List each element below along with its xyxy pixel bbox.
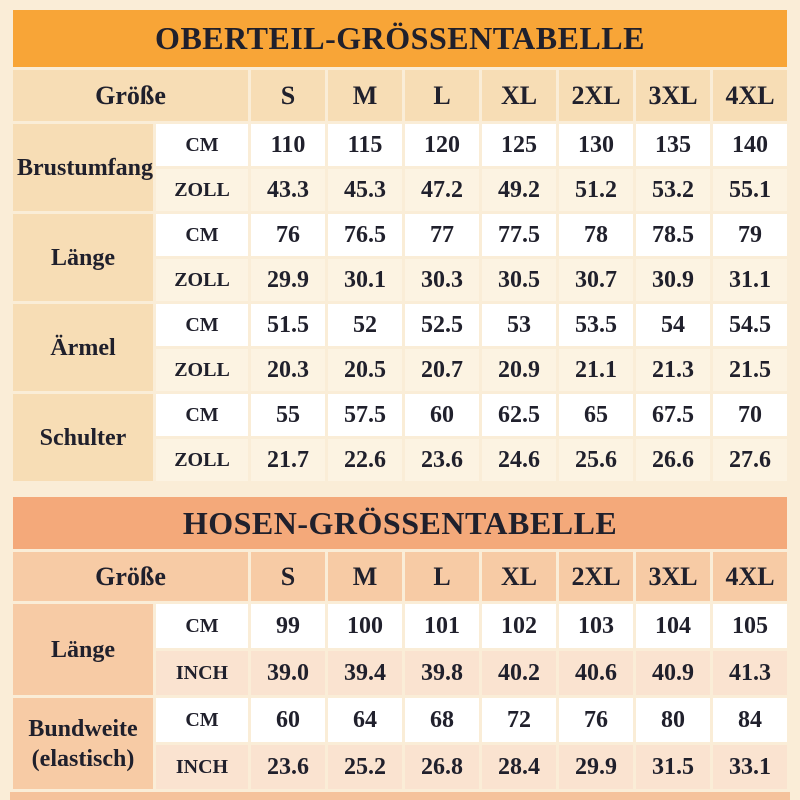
value-cell: 57.5 xyxy=(328,394,402,436)
value-cell: 40.6 xyxy=(559,651,633,695)
unit-cell: ZOLL xyxy=(156,169,248,211)
oberteil-row-label-brustumfang: Brustumfang xyxy=(13,124,153,211)
oberteil-row-label-schulter: Schulter xyxy=(13,394,153,481)
value-cell: 140 xyxy=(713,124,787,166)
oberteil-brustumfang-cm-row xyxy=(13,124,787,166)
value-cell: 54.5 xyxy=(713,304,787,346)
value-cell: 67.5 xyxy=(636,394,710,436)
value-cell: 70 xyxy=(713,394,787,436)
value-cell: 20.7 xyxy=(405,349,479,391)
value-cell: 52 xyxy=(328,304,402,346)
value-cell: 33.1 xyxy=(713,745,787,789)
value-cell: 21.3 xyxy=(636,349,710,391)
value-cell: 26.6 xyxy=(636,439,710,481)
value-cell: 40.2 xyxy=(482,651,556,695)
value-cell: 51.2 xyxy=(559,169,633,211)
value-cell: 30.3 xyxy=(405,259,479,301)
value-cell: 40.9 xyxy=(636,651,710,695)
value-cell: 20.9 xyxy=(482,349,556,391)
value-cell: 64 xyxy=(328,698,402,742)
unit-cell: ZOLL xyxy=(156,349,248,391)
unit-cell: INCH xyxy=(156,651,248,695)
value-cell: 30.9 xyxy=(636,259,710,301)
value-cell: 84 xyxy=(713,698,787,742)
hosen-size-header-xl: XL xyxy=(482,552,556,601)
value-cell: 62.5 xyxy=(482,394,556,436)
value-cell: 21.7 xyxy=(251,439,325,481)
value-cell: 55 xyxy=(251,394,325,436)
value-cell: 99 xyxy=(251,604,325,648)
value-cell: 29.9 xyxy=(559,745,633,789)
value-cell: 76 xyxy=(251,214,325,256)
oberteil-laenge-cm-row xyxy=(13,214,787,256)
oberteil-header-row xyxy=(13,70,787,121)
value-cell: 72 xyxy=(482,698,556,742)
value-cell: 47.2 xyxy=(405,169,479,211)
oberteil-size-header-2xl: 2XL xyxy=(559,70,633,121)
value-cell: 65 xyxy=(559,394,633,436)
value-cell: 30.5 xyxy=(482,259,556,301)
value-cell: 77.5 xyxy=(482,214,556,256)
value-cell: 103 xyxy=(559,604,633,648)
oberteil-row-label-laenge: Länge xyxy=(13,214,153,301)
unit-cell: CM xyxy=(156,604,248,648)
value-cell: 24.6 xyxy=(482,439,556,481)
cut-off-next-section-strip xyxy=(10,792,790,800)
unit-cell: CM xyxy=(156,124,248,166)
value-cell: 39.8 xyxy=(405,651,479,695)
unit-cell: CM xyxy=(156,698,248,742)
oberteil-aermel-cm-row xyxy=(13,304,787,346)
value-cell: 115 xyxy=(328,124,402,166)
unit-cell: ZOLL xyxy=(156,259,248,301)
value-cell: 102 xyxy=(482,604,556,648)
value-cell: 51.5 xyxy=(251,304,325,346)
oberteil-size-header-3xl: 3XL xyxy=(636,70,710,121)
value-cell: 53.5 xyxy=(559,304,633,346)
hosen-size-header-m: M xyxy=(328,552,402,601)
value-cell: 21.5 xyxy=(713,349,787,391)
oberteil-size-label: Größe xyxy=(13,70,248,121)
value-cell: 43.3 xyxy=(251,169,325,211)
value-cell: 39.0 xyxy=(251,651,325,695)
value-cell: 77 xyxy=(405,214,479,256)
oberteil-size-header-l: L xyxy=(405,70,479,121)
hosen-size-header-l: L xyxy=(405,552,479,601)
value-cell: 120 xyxy=(405,124,479,166)
value-cell: 79 xyxy=(713,214,787,256)
value-cell: 31.1 xyxy=(713,259,787,301)
value-cell: 41.3 xyxy=(713,651,787,695)
hosen-size-header-3xl: 3XL xyxy=(636,552,710,601)
value-cell: 78 xyxy=(559,214,633,256)
value-cell: 23.6 xyxy=(405,439,479,481)
hosen-table-title: HOSEN-GRÖSSENTABELLE xyxy=(13,497,787,549)
value-cell: 45.3 xyxy=(328,169,402,211)
oberteil-size-header-4xl: 4XL xyxy=(713,70,787,121)
unit-cell: INCH xyxy=(156,745,248,789)
unit-cell: CM xyxy=(156,214,248,256)
oberteil-size-header-s: S xyxy=(251,70,325,121)
hosen-size-label: Größe xyxy=(13,552,248,601)
value-cell: 110 xyxy=(251,124,325,166)
hosen-row-label-bundweite: Bundweite (elastisch) xyxy=(13,698,153,789)
value-cell: 60 xyxy=(405,394,479,436)
oberteil-schulter-cm-row xyxy=(13,394,787,436)
value-cell: 23.6 xyxy=(251,745,325,789)
value-cell: 49.2 xyxy=(482,169,556,211)
value-cell: 25.6 xyxy=(559,439,633,481)
hosen-size-header-s: S xyxy=(251,552,325,601)
value-cell: 60 xyxy=(251,698,325,742)
hosen-header-row xyxy=(13,552,787,601)
value-cell: 30.1 xyxy=(328,259,402,301)
value-cell: 28.4 xyxy=(482,745,556,789)
value-cell: 68 xyxy=(405,698,479,742)
value-cell: 78.5 xyxy=(636,214,710,256)
value-cell: 135 xyxy=(636,124,710,166)
value-cell: 30.7 xyxy=(559,259,633,301)
value-cell: 104 xyxy=(636,604,710,648)
oberteil-size-header-xl: XL xyxy=(482,70,556,121)
value-cell: 31.5 xyxy=(636,745,710,789)
value-cell: 25.2 xyxy=(328,745,402,789)
value-cell: 53.2 xyxy=(636,169,710,211)
value-cell: 101 xyxy=(405,604,479,648)
value-cell: 29.9 xyxy=(251,259,325,301)
value-cell: 130 xyxy=(559,124,633,166)
oberteil-table-title: OBERTEIL-GRÖSSENTABELLE xyxy=(13,10,787,67)
unit-cell: CM xyxy=(156,394,248,436)
value-cell: 125 xyxy=(482,124,556,166)
hosen-laenge-cm-row xyxy=(13,604,787,648)
value-cell: 100 xyxy=(328,604,402,648)
value-cell: 39.4 xyxy=(328,651,402,695)
value-cell: 53 xyxy=(482,304,556,346)
value-cell: 52.5 xyxy=(405,304,479,346)
hosen-size-table xyxy=(10,494,790,792)
value-cell: 20.3 xyxy=(251,349,325,391)
value-cell: 20.5 xyxy=(328,349,402,391)
value-cell: 27.6 xyxy=(713,439,787,481)
value-cell: 76 xyxy=(559,698,633,742)
hosen-size-header-4xl: 4XL xyxy=(713,552,787,601)
hosen-size-header-2xl: 2XL xyxy=(559,552,633,601)
value-cell: 76.5 xyxy=(328,214,402,256)
value-cell: 105 xyxy=(713,604,787,648)
hosen-row-label-laenge: Länge xyxy=(13,604,153,695)
unit-cell: CM xyxy=(156,304,248,346)
oberteil-row-label-aermel: Ärmel xyxy=(13,304,153,391)
value-cell: 55.1 xyxy=(713,169,787,211)
value-cell: 21.1 xyxy=(559,349,633,391)
hosen-bundweite-cm-row xyxy=(13,698,787,742)
value-cell: 22.6 xyxy=(328,439,402,481)
oberteil-size-table xyxy=(10,7,790,484)
value-cell: 80 xyxy=(636,698,710,742)
oberteil-size-header-m: M xyxy=(328,70,402,121)
value-cell: 26.8 xyxy=(405,745,479,789)
value-cell: 54 xyxy=(636,304,710,346)
unit-cell: ZOLL xyxy=(156,439,248,481)
